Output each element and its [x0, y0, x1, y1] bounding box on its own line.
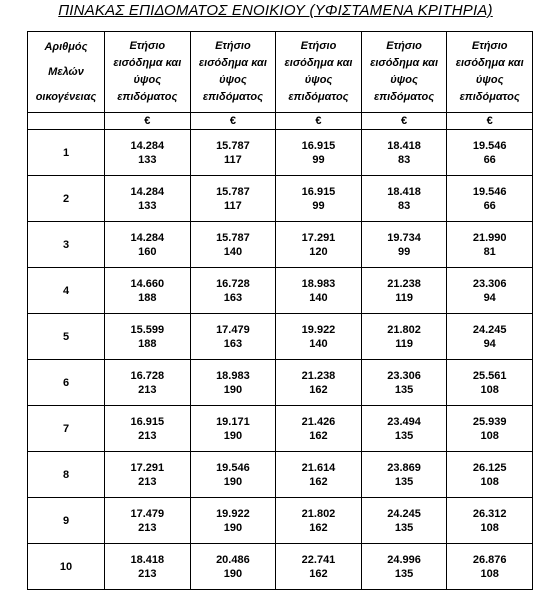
currency-cell: €	[276, 113, 362, 130]
allowance-amount: 140	[309, 291, 328, 304]
header-income-allowance	[276, 32, 362, 113]
income-allowance-cell	[190, 498, 276, 544]
header-income-allowance	[190, 32, 276, 113]
allowance-amount: 94	[483, 291, 496, 304]
members-count: 6	[28, 360, 105, 406]
table-row	[28, 544, 533, 590]
income-allowance-cell	[190, 452, 276, 498]
header-line: ύψος	[133, 74, 162, 86]
table-row	[28, 406, 533, 452]
annual-income: 19.922	[216, 507, 250, 520]
income-allowance-cell	[105, 406, 191, 452]
header-members	[28, 32, 105, 113]
allowance-amount: 117	[224, 199, 242, 212]
annual-income: 24.996	[387, 553, 421, 566]
allowance-amount: 188	[138, 291, 157, 304]
allowance-amount: 108	[480, 429, 499, 442]
income-allowance-cell	[276, 406, 362, 452]
annual-income: 15.787	[216, 185, 250, 198]
allowance-amount: 190	[223, 521, 243, 534]
annual-income: 21.426	[301, 415, 336, 428]
income-allowance-cell	[361, 452, 447, 498]
annual-income: 25.939	[472, 415, 507, 428]
annual-income: 21.238	[301, 369, 336, 382]
annual-income: 21.238	[387, 277, 421, 290]
allowance-amount: 162	[309, 567, 328, 580]
allowance-amount: 190	[223, 475, 243, 488]
income-allowance-cell	[447, 268, 533, 314]
allowance-amount: 190	[223, 429, 243, 442]
annual-income: 23.494	[387, 415, 421, 428]
allowance-amount: 133	[138, 199, 157, 212]
income-allowance-cell	[361, 360, 447, 406]
income-allowance-cell	[105, 544, 191, 590]
header-line: εισόδημα και	[455, 57, 524, 69]
income-allowance-cell	[276, 130, 362, 176]
allowance-amount: 160	[138, 245, 157, 258]
allowance-amount: 99	[312, 153, 325, 166]
income-allowance-cell	[447, 130, 533, 176]
header-members-line: Μελών	[48, 65, 84, 78]
table-row	[28, 498, 533, 544]
annual-income: 25.561	[472, 369, 507, 382]
allowance-amount: 135	[394, 383, 414, 396]
allowance-amount: 135	[394, 521, 414, 534]
header-line: εισόδημα και	[284, 57, 353, 69]
income-allowance-cell	[447, 498, 533, 544]
allowance-amount: 162	[309, 521, 328, 534]
annual-income: 23.306	[387, 369, 421, 382]
allowance-table	[27, 31, 533, 590]
annual-income: 17.291	[130, 461, 165, 474]
allowance-amount: 162	[309, 475, 328, 488]
annual-income: 14.284	[130, 231, 165, 244]
income-allowance-cell	[276, 498, 362, 544]
allowance-amount: 99	[312, 199, 325, 212]
header-members-line: οικογένειας	[35, 90, 97, 103]
income-allowance-cell	[190, 544, 276, 590]
income-allowance-cell	[190, 360, 276, 406]
annual-income: 15.599	[130, 323, 165, 336]
annual-income: 18.983	[216, 369, 250, 382]
income-allowance-cell	[276, 268, 362, 314]
annual-income: 18.418	[387, 185, 421, 198]
table-header-row	[28, 32, 533, 113]
income-allowance-cell	[190, 176, 276, 222]
annual-income: 22.741	[301, 553, 336, 566]
allowance-amount: 83	[397, 199, 411, 212]
currency-cell: €	[361, 113, 447, 130]
income-allowance-cell	[361, 314, 447, 360]
annual-income: 19.546	[472, 185, 507, 198]
annual-income: 26.312	[472, 507, 507, 520]
table-row	[28, 222, 533, 268]
header-members-line: Αριθμός	[44, 40, 88, 53]
currency-cell: €	[105, 113, 191, 130]
currency-cell: €	[447, 113, 533, 130]
currency-blank	[28, 113, 105, 130]
allowance-amount: 108	[480, 475, 499, 488]
header-line: ύψος	[219, 74, 247, 86]
annual-income: 26.876	[472, 553, 507, 566]
income-allowance-cell	[361, 130, 447, 176]
income-allowance-cell	[190, 268, 276, 314]
annual-income: 16.728	[130, 369, 165, 382]
table-row	[28, 268, 533, 314]
income-allowance-cell	[447, 314, 533, 360]
allowance-amount: 119	[395, 291, 413, 304]
allowance-amount: 140	[223, 245, 243, 258]
income-allowance-cell	[190, 130, 276, 176]
annual-income: 17.479	[130, 507, 165, 520]
header-line: ύψος	[475, 74, 504, 86]
header-line: επιδόματος	[117, 91, 178, 103]
header-line: επιδόματος	[459, 91, 520, 103]
annual-income: 17.479	[216, 323, 250, 336]
annual-income: 15.787	[216, 231, 250, 244]
annual-income: 19.734	[387, 231, 421, 244]
income-allowance-cell	[361, 222, 447, 268]
allowance-amount: 135	[394, 429, 414, 442]
header-line: εισόδημα και	[370, 57, 439, 69]
table-row	[28, 314, 533, 360]
header-line: Ετήσιο	[215, 40, 251, 52]
table-row	[28, 130, 533, 176]
allowance-amount: 162	[309, 383, 328, 396]
annual-income: 21.614	[301, 461, 336, 474]
header-line: Ετήσιο	[300, 40, 337, 52]
annual-income: 18.418	[387, 139, 421, 152]
header-income-allowance	[447, 32, 533, 113]
annual-income: 16.915	[301, 139, 336, 152]
income-allowance-cell	[361, 268, 447, 314]
income-allowance-cell	[190, 314, 276, 360]
allowance-amount: 81	[483, 245, 496, 258]
allowance-amount: 140	[309, 337, 328, 350]
income-allowance-cell	[447, 360, 533, 406]
annual-income: 21.990	[472, 231, 507, 244]
allowance-amount: 213	[138, 429, 157, 442]
allowance-amount: 135	[394, 475, 414, 488]
income-allowance-cell	[105, 452, 191, 498]
header-line: εισόδημα και	[198, 57, 267, 69]
income-allowance-cell	[276, 452, 362, 498]
income-allowance-cell	[276, 222, 362, 268]
allowance-amount: 119	[395, 337, 413, 350]
header-income-allowance	[105, 32, 191, 113]
income-allowance-cell	[276, 360, 362, 406]
table-row	[28, 360, 533, 406]
annual-income: 14.284	[130, 139, 165, 152]
annual-income: 19.922	[301, 323, 336, 336]
income-allowance-cell	[361, 498, 447, 544]
allowance-amount: 66	[483, 153, 496, 166]
table-row	[28, 176, 533, 222]
members-count: 4	[28, 268, 105, 314]
allowance-amount: 163	[223, 291, 243, 304]
annual-income: 24.245	[387, 507, 421, 520]
annual-income: 19.171	[216, 415, 250, 428]
members-count: 5	[28, 314, 105, 360]
allowance-amount: 188	[138, 337, 157, 350]
annual-income: 20.486	[216, 553, 250, 566]
annual-income: 21.802	[387, 323, 421, 336]
header-line: επιδόματος	[202, 91, 263, 103]
allowance-amount: 83	[397, 153, 411, 166]
header-line: ύψος	[390, 74, 418, 86]
annual-income: 14.284	[130, 185, 165, 198]
annual-income: 16.728	[216, 277, 250, 290]
header-line: ύψος	[304, 74, 333, 86]
allowance-amount: 108	[480, 383, 499, 396]
allowance-amount: 213	[138, 521, 157, 534]
income-allowance-cell	[105, 498, 191, 544]
allowance-amount: 162	[309, 429, 328, 442]
annual-income: 19.546	[472, 139, 507, 152]
annual-income: 23.306	[472, 277, 507, 290]
currency-row	[28, 113, 533, 130]
annual-income: 21.802	[301, 507, 336, 520]
allowance-amount: 163	[223, 337, 243, 350]
allowance-amount: 190	[223, 567, 243, 580]
allowance-amount: 213	[138, 567, 157, 580]
members-count: 8	[28, 452, 105, 498]
annual-income: 15.787	[216, 139, 250, 152]
header-line: επιδόματος	[374, 91, 435, 103]
annual-income: 24.245	[472, 323, 507, 336]
allowance-amount: 66	[483, 199, 496, 212]
allowance-amount: 133	[138, 153, 157, 166]
income-allowance-cell	[105, 268, 191, 314]
income-allowance-cell	[276, 176, 362, 222]
income-allowance-cell	[361, 406, 447, 452]
income-allowance-cell	[276, 314, 362, 360]
members-count: 3	[28, 222, 105, 268]
header-line: Ετήσιο	[129, 40, 166, 52]
income-allowance-cell	[105, 222, 191, 268]
table-row	[28, 452, 533, 498]
income-allowance-cell	[105, 176, 191, 222]
income-allowance-cell	[361, 544, 447, 590]
allowance-amount: 108	[480, 567, 499, 580]
income-allowance-cell	[190, 222, 276, 268]
header-line: Ετήσιο	[386, 40, 422, 52]
allowance-amount: 99	[397, 245, 411, 258]
income-allowance-cell	[105, 130, 191, 176]
annual-income: 18.418	[130, 553, 165, 566]
members-count: 7	[28, 406, 105, 452]
members-count: 1	[28, 130, 105, 176]
income-allowance-cell	[190, 406, 276, 452]
income-allowance-cell	[105, 360, 191, 406]
income-allowance-cell	[447, 176, 533, 222]
allowance-amount: 135	[394, 567, 414, 580]
annual-income: 23.869	[387, 461, 421, 474]
annual-income: 17.291	[301, 231, 336, 244]
income-allowance-cell	[447, 406, 533, 452]
allowance-amount: 117	[224, 153, 242, 166]
annual-income: 16.915	[130, 415, 165, 428]
allowance-amount: 108	[480, 521, 499, 534]
income-allowance-cell	[105, 314, 191, 360]
members-count: 9	[28, 498, 105, 544]
header-line: Ετήσιο	[471, 40, 508, 52]
annual-income: 18.983	[301, 277, 336, 290]
allowance-amount: 213	[138, 475, 157, 488]
annual-income: 26.125	[472, 461, 507, 474]
income-allowance-cell	[276, 544, 362, 590]
header-income-allowance	[361, 32, 447, 113]
income-allowance-cell	[361, 176, 447, 222]
allowance-amount: 120	[309, 245, 328, 258]
annual-income: 19.546	[216, 461, 250, 474]
currency-cell: €	[190, 113, 276, 130]
page-title: ΠΙΝΑΚΑΣ ΕΠΙΔΟΜΑΤΟΣ ΕΝΟΙΚΙΟΥ (ΥΦΙΣΤΑΜΕΝΑ ΚΡΙΤΗΡΙΑ)	[58, 2, 493, 19]
income-allowance-cell	[447, 222, 533, 268]
header-line: επιδόματος	[288, 91, 349, 103]
allowance-amount: 190	[223, 383, 243, 396]
header-line: εισόδημα και	[113, 57, 182, 69]
allowance-amount: 94	[483, 337, 496, 350]
members-count: 10	[28, 544, 105, 590]
members-count: 2	[28, 176, 105, 222]
annual-income: 14.660	[130, 277, 165, 290]
income-allowance-cell	[447, 544, 533, 590]
annual-income: 16.915	[301, 185, 336, 198]
allowance-amount: 213	[138, 383, 157, 396]
income-allowance-cell	[447, 452, 533, 498]
